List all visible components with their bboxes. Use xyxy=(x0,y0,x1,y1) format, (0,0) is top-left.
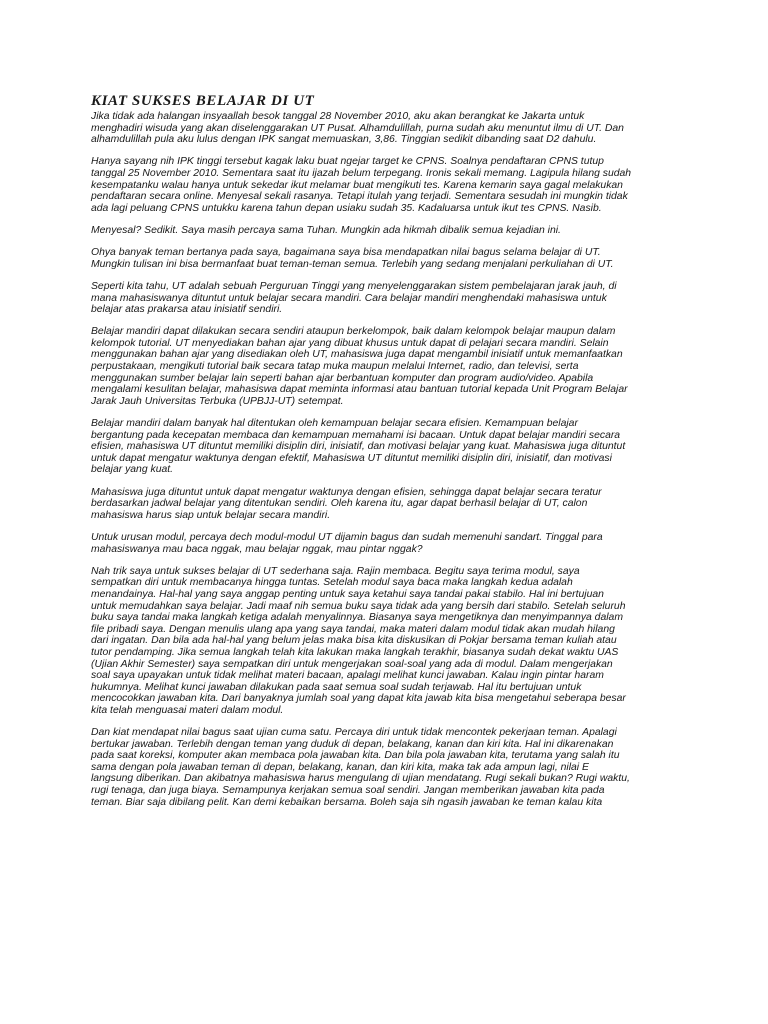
text-line: belajar atas prakarsa atau inisiatif sendiri. xyxy=(91,304,283,316)
text-line: Ohya banyak teman bertanya pada saya, bagaimana saya bisa mendapatkan nilai bagus selama belajar di UT. xyxy=(91,247,601,259)
text-line: bertukar jawaban. Terlebih dengan teman yang duduk di depan, belakang, kanan dan kiri kita. Hal ini dikarenakan xyxy=(91,738,614,750)
paragraph-gap xyxy=(91,316,691,327)
document-title: KIAT SUKSES BELAJAR DI UT xyxy=(91,93,315,109)
paragraph xyxy=(91,487,691,522)
text-line: file pribadi saya. Dengan menulis ulang apa yang saya tandai, maka materi dalam modul tidak akan mudah hilang xyxy=(91,623,615,635)
paragraph xyxy=(91,418,691,476)
text-line: soal saya upayakan untuk tidak melihat materi bacaan, apalagi melihat kunci jawaban. Kalau ingin pintar haram xyxy=(91,670,604,682)
paragraph xyxy=(91,225,691,237)
text-line: menggunakan bahan ajar yang disediakan oleh UT, mahasiswa juga dapat mengambil inisiatif untuk memanfaatkan xyxy=(91,349,623,361)
text-line: Mungkin tulisan ini bisa bermanfaat buat teman-teman semua. Terlebih yang sedang menjalani perkuliahan di UT. xyxy=(91,258,614,270)
paragraph-gap xyxy=(91,716,691,727)
text-line: buku saya tandai maka langkah ketiga adalah menyalinnya. Biasanya saya mengetiknya dan menyimpannya dalam xyxy=(91,612,623,624)
text-line: Untuk urusan modul, percaya dech modul-modul UT dijamin bagus dan sudah memenuhi sandart. Tinggal para xyxy=(91,531,603,543)
text-line: kelompok tutorial. UT menyediakan bahan ajar yang dibuat khusus untuk dapat di pelajari secara mandiri. Selain xyxy=(91,337,609,349)
text-line: untuk dapat mengatur waktunya dengan efektif, Mahasiswa UT dituntut memiliki disiplin diri, inisiatif, dan motivasi xyxy=(91,452,612,464)
text-line: kita telah menguasai materi dalam modul. xyxy=(91,704,284,716)
paragraph-gap xyxy=(91,214,691,225)
paragraph-gap xyxy=(91,237,691,248)
text-line: Jarak Jauh Universitas Terbuka (UPBJJ-UT) setempat. xyxy=(91,395,344,407)
paragraph xyxy=(91,566,691,717)
text-line: mahasiswa harus siap untuk belajar secara mandiri. xyxy=(91,509,331,521)
text-line: Menyesal? Sedikit. Saya masih percaya sama Tuhan. Mungkin ada hikmah dibalik semua kejadian ini. xyxy=(91,224,561,236)
text-line: alhamdulillah pula aku lulus dengan IPK sangat memuaskan, 3,86. Tinggian sedikit dibanding saat D2 dahulu. xyxy=(91,134,597,146)
paragraph-gap xyxy=(91,555,691,566)
text-line: Dan kiat mendapat nilai bagus saat ujian cuma satu. Percaya diri untuk tidak mencontek pekerjaan teman. Apalagi xyxy=(91,727,617,739)
paragraph-gap xyxy=(91,476,691,487)
text-line: efisien, mahasiswa UT dituntut memiliki disiplin diri, inisiatif, dan motivasi belajar yang kuat. Mahasiswa juga dituntut xyxy=(91,441,626,453)
text-line: ada lagi peluang CPNS untukku karena tahun depan usiaku sudah 35. Kadaluarsa untuk ikut tes CPNS. Nasib. xyxy=(91,202,602,214)
text-line: (Ujian Akhir Semester) saya sempatkan diri untuk mengerjakan soal-soal yang ada di modul. Dalam mengerjakan xyxy=(91,658,613,670)
text-line: bergantung pada kecepatan membaca dan kemampuan memahami isi bacaan. Untuk dapat belajar mandiri secara xyxy=(91,429,621,441)
text-line: tanggal 25 November 2010. Sementara saat itu ijazah belum terpegang. Ironis sekali memang. Lagipula hilang sudah xyxy=(91,167,632,179)
text-line: pendaftaran secara online. Menyesal sekali rasanya. Tetapi itulah yang terjadi. Sementara sesudah ini mungkin tidak xyxy=(91,191,628,203)
paragraph xyxy=(91,532,691,555)
paragraph xyxy=(91,727,691,808)
text-line: kesempatanku walau hanya untuk sekedar ikut melamar buat mengikuti tes. Karena kemarin saya gagal melakukan xyxy=(91,179,623,191)
text-line: sempatkan diri untuk membacanya hingga tuntas. Setelah modul saya baca maka langkah kedua adalah xyxy=(91,577,573,589)
text-line: Mahasiswa juga dituntut untuk dapat mengatur waktunya dengan efisien, sehingga dapat belajar secara teratur xyxy=(91,486,602,498)
paragraph-gap xyxy=(91,270,691,281)
paragraph-gap xyxy=(91,146,691,157)
text-line: Hanya sayang nih IPK tinggi tersebut kagak laku buat ngejar target ke CPNS. Soalnya pendaftaran CPNS tutup xyxy=(91,156,604,168)
text-line: mencocokkan jawaban kita. Dari banyaknya jumlah soal yang dapat kita jawab kita bisa mengetahui seberapa besar xyxy=(91,693,626,705)
text-line: hukumnya. Melihat kunci jawaban dilakukan pada saat semua soal sudah terjawab. Hal itu bertujuan untuk xyxy=(91,681,582,693)
text-line: Seperti kita tahu, UT adalah sebuah Perguruan Tinggi yang menyelenggarakan sistem pembelajaran jarak jauh, di xyxy=(91,280,617,292)
text-line: teman. Biar saja dibilang pelit. Kan demi kebaikan bersama. Boleh saja sih ngasih jawaban ke teman kalau kita xyxy=(91,796,603,808)
text-line: rugi tenaga, dan juga biaya. Semampunya kerjakan semua soal sendiri. Jangan memberikan jawaban kita pada xyxy=(91,785,605,797)
text-line: berdasarkan jadwal belajar yang ditentukan sendiri. Oleh karena itu, agar dapat berhasil belajar di UT, calon xyxy=(91,498,588,510)
text-line: sama dengan pola jawaban teman di depan, belakang, kanan, dan kiri kita, maka tak ada ampun lagi, nilai E xyxy=(91,761,589,773)
document-page xyxy=(91,92,691,808)
text-line: Belajar mandiri dalam banyak hal ditentukan oleh kemampuan belajar secara efisien. Kemampuan belajar xyxy=(91,418,578,430)
text-line: tutor pendamping. Jika semua langkah telah kita lakukan maka langkah terakhir, biasanya sudah dekat waktu UAS xyxy=(91,646,619,658)
text-line: menandainya. Hal-hal yang saya anggap penting untuk saya ketahui saya tandai pakai stabilo. Hal ini bertujuan xyxy=(91,588,604,600)
text-line: menghadiri wisuda yang akan diselenggarakan UT Pusat. Alhamdulillah, purna sudah aku menuntut ilmu di UT. Dan xyxy=(91,122,624,134)
paragraph xyxy=(91,281,691,316)
text-line: perpustakaan, mengikuti tutorial baik secara tatap muka maupun melalui Internet, radio, dan televisi, serta xyxy=(91,361,579,373)
text-line: pada saat koreksi, komputer akan membaca pola jawaban kita. Dan bila pola jawaban kita, terutama yang salah itu xyxy=(91,750,620,762)
text-line: belajar yang kuat. xyxy=(91,464,174,476)
text-line: mahasiswanya mau baca nggak, mau belajar nggak, mau pintar nggak? xyxy=(91,543,423,555)
paragraph xyxy=(91,326,691,407)
text-line: Belajar mandiri dapat dilakukan secara sendiri ataupun berkelompok, baik dalam kelompok belajar maupun dalam xyxy=(91,326,616,338)
paragraph-gap xyxy=(91,521,691,532)
text-line: Jika tidak ada halangan insyaallah besok tanggal 28 November 2010, aku akan berangkat ke Jakarta untuk xyxy=(91,111,585,122)
text-line: langsung diberikan. Dan akibatnya mahasiswa harus mengulang di ujian mendatang. Rugi sekali bukan? Rugi waktu, xyxy=(91,773,630,785)
paragraph xyxy=(91,111,691,146)
paragraph xyxy=(91,247,691,270)
text-line: untuk memudahkan saya belajar. Jadi maaf nih semua buku saya tidak ada yang bersih dari stabilo. Setelah seluruh xyxy=(91,600,626,612)
document-body xyxy=(91,111,691,808)
text-line: Nah trik saya untuk sukses belajar di UT sederhana saja. Rajin membaca. Begitu saya terima modul, saya xyxy=(91,565,580,577)
paragraph xyxy=(91,156,691,214)
text-line: mana mahasiswanya dituntut untuk belajar secara mandiri. Cara belajar mandiri menghendaki mahasiswa untuk xyxy=(91,292,607,304)
text-line: mengalami kesulitan belajar, mahasiswa dapat meminta informasi atau bantuan tutorial kepada Unit Program Belajar xyxy=(91,384,628,396)
paragraph-gap xyxy=(91,407,691,418)
text-line: dari ingatan. Dan bila ada hal-hal yang belum jelas maka bisa kita diskusikan di Pokjar bersama teman kuliah atau xyxy=(91,635,617,647)
text-line: menggunakan sumber belajar lain seperti bahan ajar berbantuan komputer dan program audio/video. Apabila xyxy=(91,372,594,384)
